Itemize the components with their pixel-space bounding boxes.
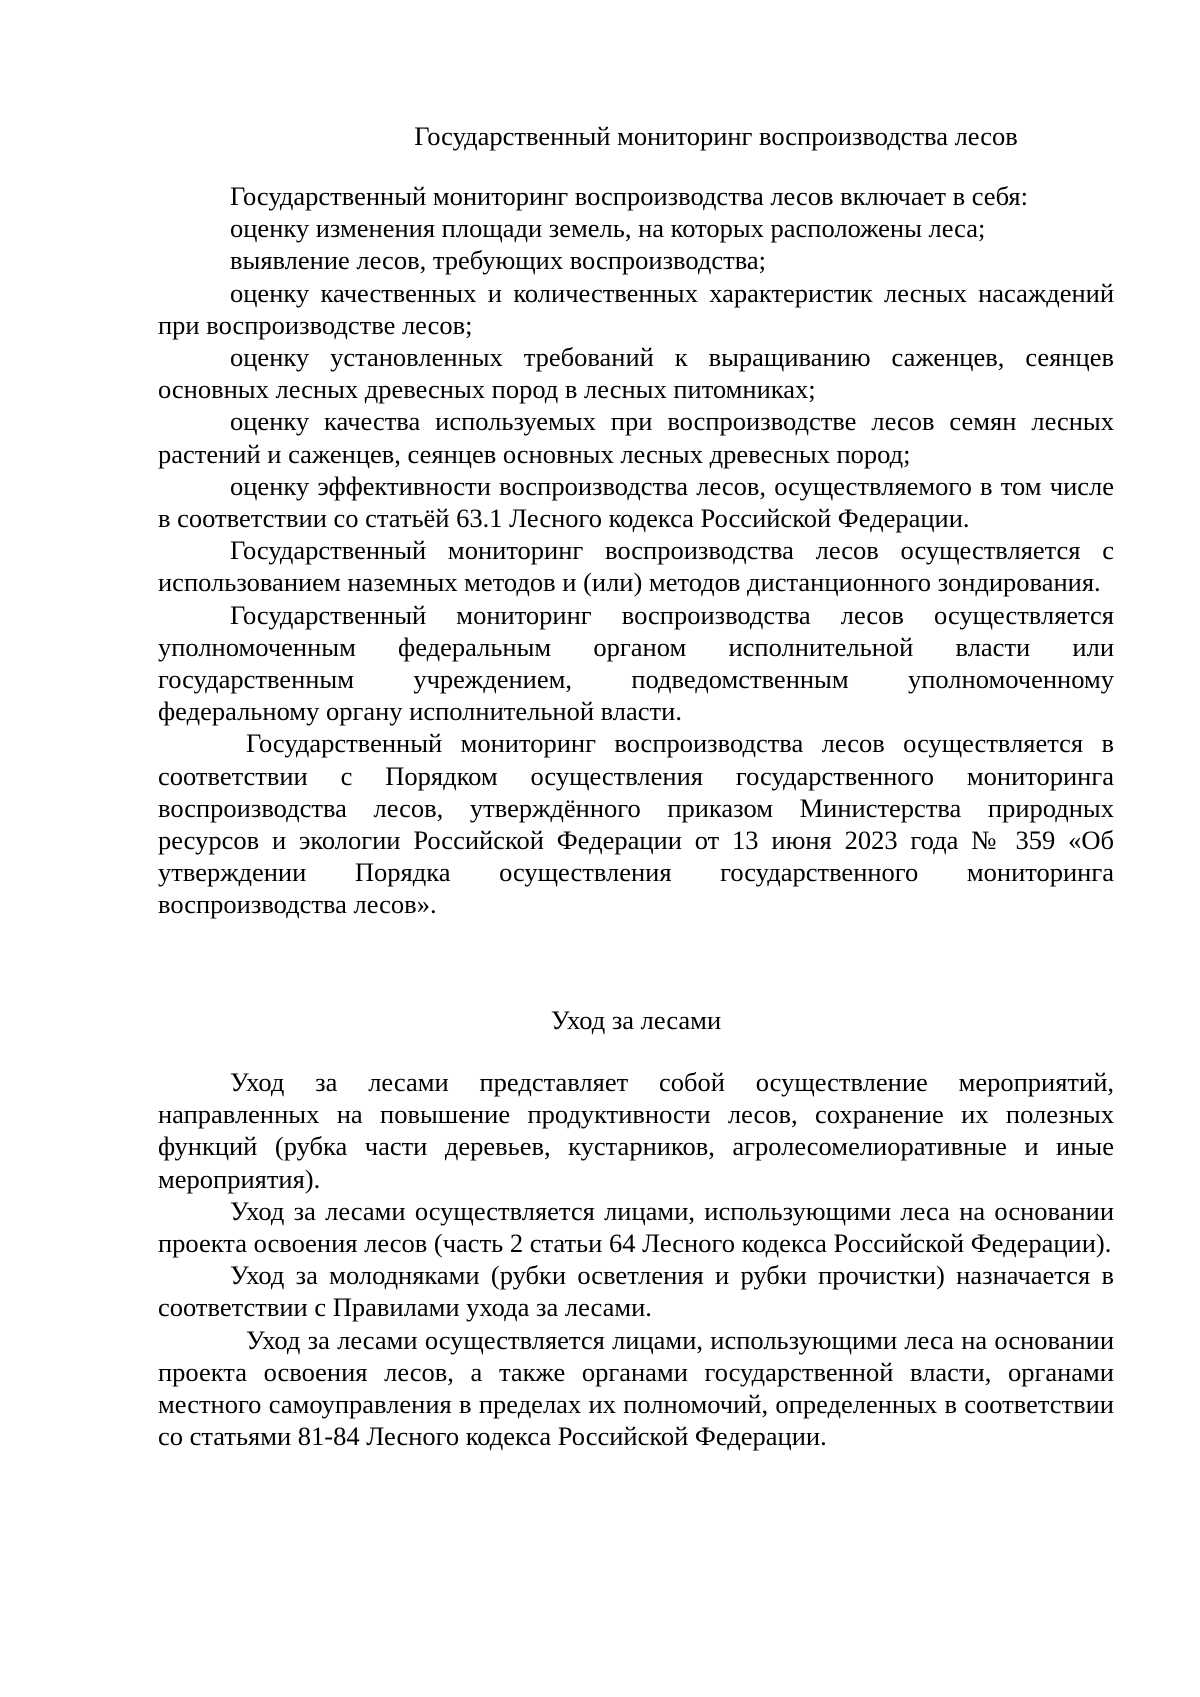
section-2-body <box>158 1066 1114 1452</box>
paragraph: оценку изменения площади земель, на которых расположены леса; <box>230 213 986 244</box>
paragraph: оценку качественных и количественных характеристик лесных насаждений при воспроизводстве лесов; <box>158 277 1114 340</box>
paragraph: оценку эффективности воспроизводства лесов, осуществляемого в том числе в соответствии со статьёй 63.1 Лесного кодекса Российской Федерации. <box>158 470 1114 534</box>
paragraph: оценку качества используемых при воспроизводстве лесов семян лесных растений и саженцев, сеянцев основных лесных древесных пород; <box>158 406 1114 469</box>
paragraph: Уход за лесами осуществляется лицами, использующими леса на основании проекта освоения лесов, а также органами государственной власти, органами местного самоуправления в пределах их полномочий, определенных в соответствии со статьями 81-84 Лесного кодекса Российской Федерации. <box>158 1324 1114 1452</box>
paragraph: Уход за молодняками (рубки осветления и рубки прочистки) назначается в соответствии с Правилами ухода за лесами. <box>158 1260 1114 1323</box>
paragraph: Уход за лесами осуществляется лицами, использующими леса на основании проекта освоения лесов (часть 2 статьи 64 Лесного кодекса Российской Федерации). <box>158 1195 1114 1259</box>
paragraph: Государственный мониторинг воспроизводства лесов осуществляется уполномоченным федеральным органом исполнительной власти или государственным учреждением, подведомственным уполномоченному федеральному органу исполнительной власти. <box>158 599 1114 727</box>
section-1-title-block <box>158 120 1194 152</box>
paragraph: Государственный мониторинг воспроизводства лесов осуществляется с использованием наземных методов и (или) методов дистанционного зондирования. <box>158 535 1114 598</box>
paragraph: оценку установленных требований к выращиванию саженцев, сеянцев основных лесных древесных пород в лесных питомниках; <box>158 342 1114 405</box>
section-1-body <box>158 180 1114 921</box>
paragraph: Уход за лесами представляет собой осуществление мероприятий, направленных на повышение продуктивности лесов, сохранение их полезных функций (рубка части деревьев, кустарников, агролесомелиоративные и иные мероприятия). <box>158 1067 1114 1194</box>
paragraph: Государственный мониторинг воспроизводства лесов осуществляется в соответствии с Порядком осуществления государственного мониторинга воспроизводства лесов, утверждённого приказом Министерства природных ресурсов и экологии Российской Федерации от 13 июня 2023 года № 359 «Об утверждении Порядка осуществления государственного мониторинга воспроизводства лесов». <box>158 728 1114 920</box>
section-2-title: Уход за лесами <box>550 1005 722 1035</box>
section-2-title-block <box>158 1004 1114 1036</box>
section-1-title: Государственный мониторинг воспроизводства лесов <box>414 121 1018 151</box>
paragraph: выявление лесов, требующих воспроизводства; <box>230 245 766 276</box>
paragraph: Государственный мониторинг воспроизводства лесов включает в себя: <box>230 181 1028 211</box>
